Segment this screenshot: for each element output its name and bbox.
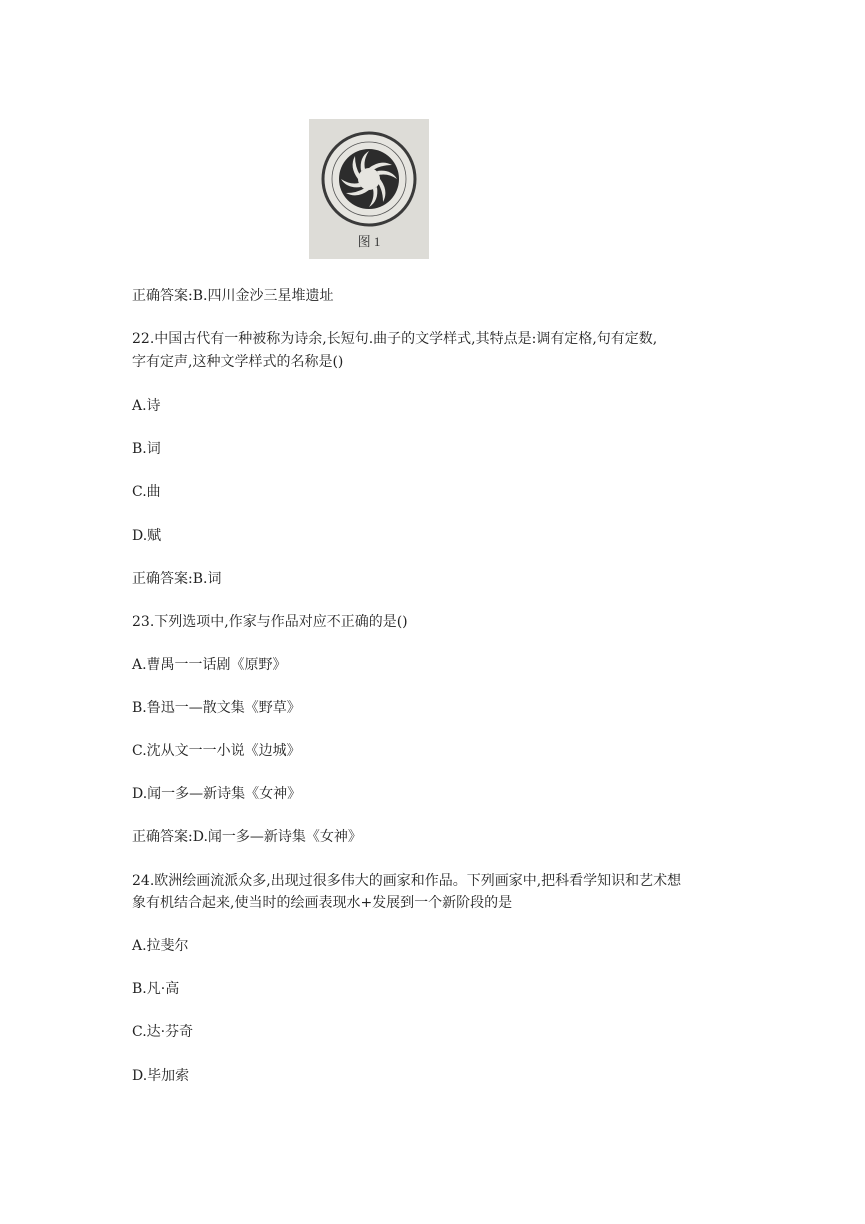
question-23: 23.下列选项中,作家与作品对应不正确的是() — [132, 614, 408, 630]
question-22-option-d: D.赋 — [132, 528, 162, 544]
answer-22: 正确答案:B.词 — [132, 571, 222, 587]
question-22-option-a: A.诗 — [132, 398, 161, 414]
question-24-option-d: D.毕加索 — [132, 1068, 190, 1084]
question-22-line-1: 22.中国古代有一种被称为诗余,长短句.曲子的文学样式,其特点是:调有定格,句有定数, — [132, 331, 658, 347]
figure-image — [309, 119, 429, 259]
question-24-option-a: A.拉斐尔 — [132, 938, 189, 954]
question-23-option-c: C.沈从文一一小说《边城》 — [132, 743, 301, 759]
question-24-option-b: B.凡·高 — [132, 981, 180, 997]
question-23-option-d: D.闻一多—新诗集《女神》 — [132, 786, 302, 802]
question-24-option-c: C.达·芬奇 — [132, 1024, 194, 1040]
sun-swirl-icon — [339, 149, 399, 209]
answer-23: 正确答案:D.闻一多—新诗集《女神》 — [132, 829, 362, 845]
question-23-option-b: B.鲁迅一—散文集《野草》 — [132, 700, 301, 716]
answer-21: 正确答案:B.四川金沙三星堆遗址 — [132, 288, 334, 304]
question-24-line-1: 24.欧洲绘画流派众多,出现过很多伟大的画家和作品。下列画家中,把科看学知识和艺术想 — [132, 873, 682, 889]
cultural-heritage-logo — [309, 119, 429, 259]
question-22-line-2: 字有定声,这种文学样式的名称是() — [132, 354, 344, 370]
question-22-option-b: B.词 — [132, 441, 161, 457]
question-23-option-a: A.曹禺一一话剧《原野》 — [132, 657, 287, 673]
question-22-option-c: C.曲 — [132, 484, 161, 500]
figure-caption: 图 1 — [357, 234, 381, 249]
question-24-line-2: 象有机结合起来,使当时的绘画表现水+发展到一个新阶段的是 — [132, 895, 513, 911]
